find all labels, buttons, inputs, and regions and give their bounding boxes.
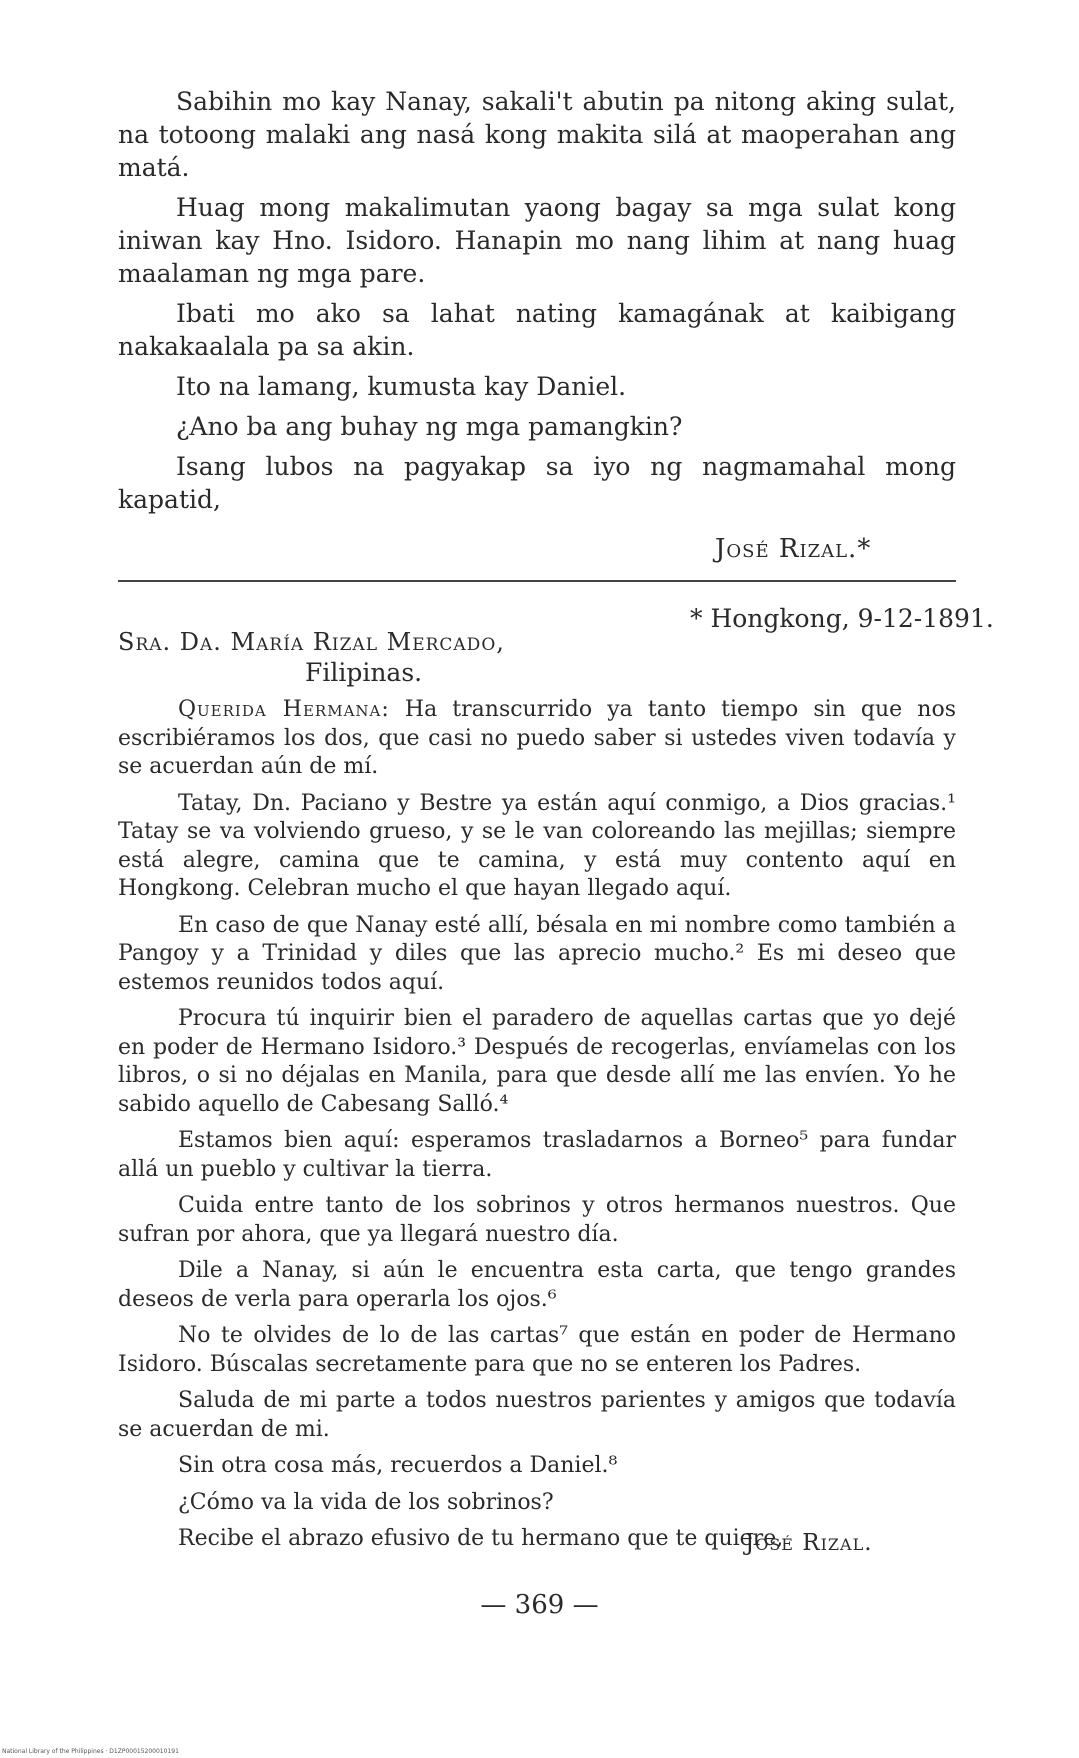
- paragraph: Recibe el abrazo efusivo de tu hermano que te quiere,: [178, 1526, 784, 1551]
- paragraph: Sabihin mo kay Nanay, sakali't abutin pa nitong aking sulat, na totoong malaki ang nasá kong makita silá at maoperahan ang matá.: [118, 87, 956, 182]
- addressee-name: Sra. Da. María Rizal Mercado,: [118, 628, 505, 656]
- paragraph: Estamos bien aquí: esperamos trasladarnos a Borneo⁵ para fundar allá un pueblo y cultivar la tierra.: [118, 1128, 956, 1182]
- paragraph-body: Ha transcurrido ya tanto tiempo sin que nos escribiéramos los dos, que casi no puedo saber si ustedes viven todavía y se acuerdan aún de mí.: [118, 697, 956, 779]
- paragraph: Isang lubos na pagyakap sa iyo ng nagmamahal mong kapatid,: [118, 452, 956, 514]
- paragraph: Ito na lamang, kumusta kay Daniel.: [176, 372, 627, 401]
- paragraph: Cuida entre tanto de los sobrinos y otros hermanos nuestros. Que sufran por ahora, que ya llegará nuestro día.: [118, 1193, 956, 1247]
- credit-line: National Library of the Philippines · D1ZP00015200010191: [2, 1748, 179, 1755]
- spanish-signature: José Rizal.: [745, 1530, 873, 1556]
- paragraph: Tatay, Dn. Paciano y Bestre ya están aquí conmigo, a Dios gracias.¹ Tatay se va volviendo grueso, y se le van coloreando las mejillas; siempre está alegre, camina que te camina, y está muy contento aquí en Hongkong. Celebran mucho el que hayan llegado aquí.: [118, 790, 956, 901]
- paragraph: [118, 696, 956, 782]
- paragraph: Ibati mo ako sa lahat nating kamagának at kaibigang nakakaalala pa sa akin.: [118, 299, 956, 361]
- salutation: Querida Hermana:: [178, 697, 390, 722]
- paragraph: ¿Ano ba ang buhay ng mga pamangkin?: [176, 412, 683, 441]
- paragraph: Procura tú inquirir bien el paradero de aquellas cartas que yo dejé en poder de Hermano Isidoro.³ Después de recogerlas, envíamelas con los libros, o si no déjalas en Manila, para que desde allí me las envíen. Yo he sabido aquello de Cabesang Salló.⁴: [118, 1006, 956, 1117]
- tagalog-signature: José Rizal.*: [715, 534, 872, 564]
- paragraph: Huag mong makalimutan yaong bagay sa mga sulat kong iniwan kay Hno. Isidoro. Hanapin mo nang lihim at nang huag maalaman ng mga pare.: [118, 193, 956, 288]
- paragraph: ¿Cómo va la vida de los sobrinos?: [178, 1489, 554, 1515]
- addressee-location: Filipinas.: [305, 658, 423, 687]
- paragraph: En caso de que Nanay esté allí, bésala en mi nombre como también a Pangoy y a Trinidad y diles que las aprecio mucho.² Es mi deseo que estemos reunidos todos aquí.: [118, 912, 956, 995]
- paragraph: Dile a Nanay, si aún le encuentra esta carta, que tengo grandes deseos de verla para operarla los ojos.⁶: [118, 1258, 956, 1312]
- tagalog-letter: [118, 85, 956, 523]
- paragraph: Sin otra cosa más, recuerdos a Daniel.⁸: [178, 1453, 618, 1478]
- page-number: — 369 —: [480, 1590, 599, 1620]
- section-divider: [118, 580, 956, 582]
- paragraph: Saluda de mi parte a todos nuestros parientes y amigos que todavía se acuerdan de mi.: [118, 1388, 956, 1442]
- spanish-letter: [118, 696, 956, 1562]
- footnote: * Hongkong, 9-12-1891.: [690, 604, 994, 633]
- paragraph: No te olvides de lo de las cartas⁷ que están en poder de Hermano Isidoro. Búscalas secretamente para que no se enteren los Padres.: [118, 1323, 956, 1377]
